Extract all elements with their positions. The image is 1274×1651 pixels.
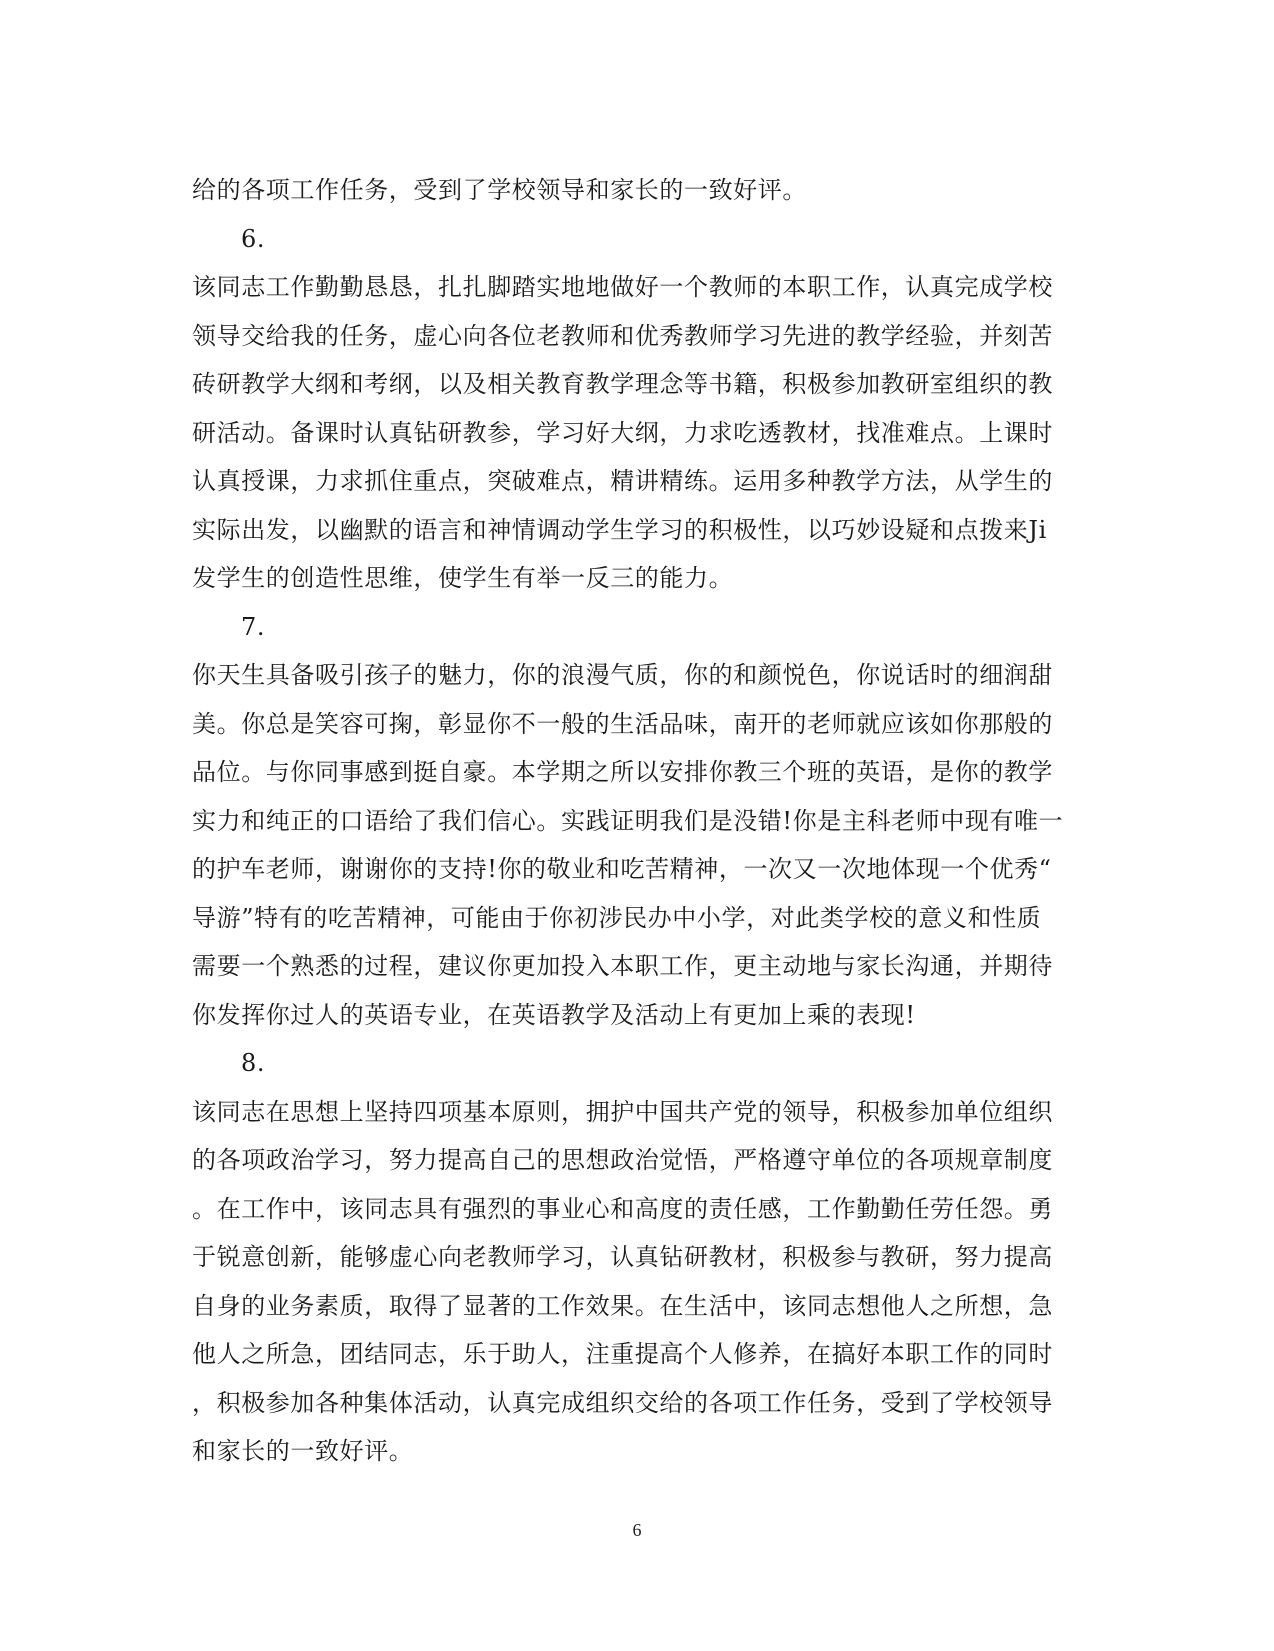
item-number: 6. xyxy=(241,224,266,253)
text-line: 该同志工作勤勤恳恳，扎扎脚踏实地地做好一个教师的本职工作，认真完成学校 xyxy=(192,273,1053,301)
text-line: 实力和纯正的口语给了我们信心。实践证明我们是没错!你是主科老师中现有唯一 xyxy=(192,806,1064,835)
text-line: 认真授课，力求抓住重点，突破难点，精讲精练。运用多种教学方法，从学生的 xyxy=(192,467,1053,495)
text-line: 和家长的一致好评。 xyxy=(192,1437,414,1465)
text-line: 研活动。备课时认真钻研教参，学习好大纲，力求吃透教材，找准难点。上课时 xyxy=(192,418,1053,447)
text-line: 于锐意创新，能够虚心向老教师学习，认真钻研教材，积极参与教研，努力提高 xyxy=(192,1243,1053,1271)
text-line: 他人之所急，团结同志，乐于助人，注重提高个人修养，在搞好本职工作的同时 xyxy=(192,1340,1053,1368)
text-line: 实际出发，以幽默的语言和神情调动学生学习的积极性，以巧妙设疑和点拨来Ji xyxy=(192,515,1047,544)
item-number: 7. xyxy=(241,612,266,641)
text-line: 自身的业务素质，取得了显著的工作效果。在生活中，该同志想他人之所想，急 xyxy=(192,1291,1053,1320)
text-line: 给的各项工作任务，受到了学校领导和家长的一致好评。 xyxy=(192,176,807,204)
text-line: 的各项政治学习，努力提高自己的思想政治觉悟，严格遵守单位的各项规章制度 xyxy=(192,1146,1053,1174)
text-line: 领导交给我的任务，虚心向各位老教师和优秀教师学习先进的教学经验，并刻苦 xyxy=(192,321,1053,350)
text-line: 的护车老师，谢谢你的支持!你的敬业和吃苦精神，一次又一次地体现一个优秀“ xyxy=(192,855,1052,883)
text-line: 你发挥你过人的英语专业，在英语教学及活动上有更加上乘的表现! xyxy=(192,1000,916,1029)
text-line: 需要一个熟悉的过程，建议你更加投入本职工作，更主动地与家长沟通，并期待 xyxy=(192,952,1053,980)
text-line: 美。你总是笑容可掬，彰显你不一般的生活品味，南开的老师就应该如你那般的 xyxy=(192,709,1053,738)
text-line: ，积极参加各种集体活动，认真完成组织交给的各项工作任务，受到了学校领导 xyxy=(192,1388,1053,1417)
text-line: 该同志在思想上坚持四项基本原则，拥护中国共产党的领导，积极参加单位组织 xyxy=(192,1097,1053,1126)
text-line: 砖研教学大纲和考纲，以及相关教育教学理念等书籍，积极参加教研室组织的教 xyxy=(192,370,1053,398)
text-line: 品位。与你同事感到挺自豪。本学期之所以安排你教三个班的英语，是你的教学 xyxy=(192,758,1053,786)
document-body xyxy=(192,166,1072,1476)
item-number: 8. xyxy=(241,1049,266,1077)
text-line: 发学生的创造性思维，使学生有举一反三的能力。 xyxy=(192,564,734,592)
text-line: 。在工作中，该同志具有强烈的事业心和高度的责任感，工作勤勤任劳任怨。勇 xyxy=(192,1194,1053,1223)
text-line: 你天生具备吸引孩子的魅力，你的浪漫气质，你的和颜悦色，你说话时的细润甜 xyxy=(192,661,1053,689)
text-line: 导游”特有的吃苦精神，可能由于你初涉民办中小学，对此类学校的意义和性质 xyxy=(192,903,1042,932)
page-number: 6 xyxy=(632,1520,642,1540)
